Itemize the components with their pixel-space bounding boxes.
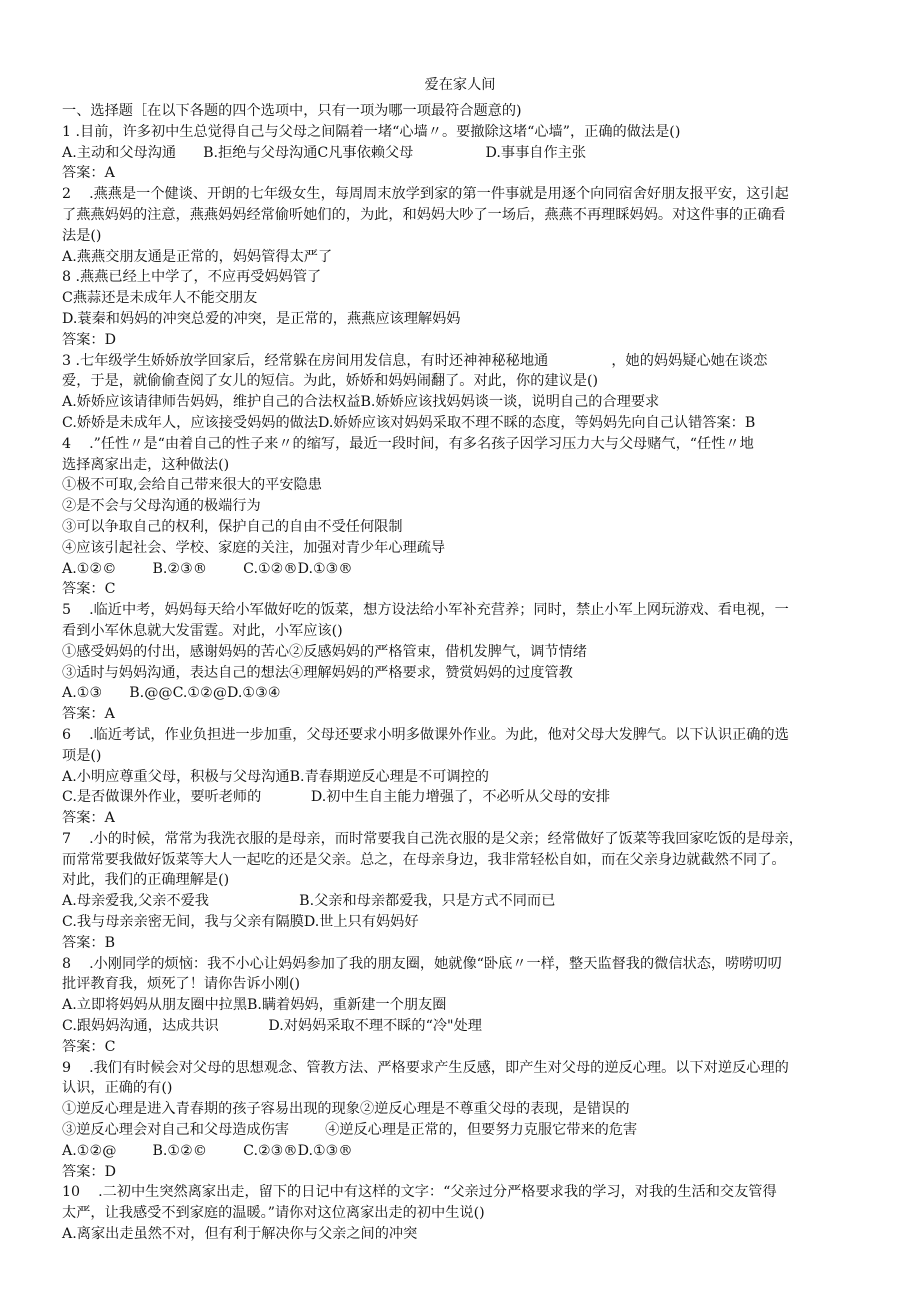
statement-line: ①感受妈妈的付出，感谢妈妈的苦心②反感妈妈的严格管束，借机发脾气，调节情绪: [62, 643, 587, 660]
text-line: 而常常要我做好饭菜等大人一起吃的还是父亲。总之，在母亲身边，我非常轻松自如，而在父亲身边就截然不同了。: [62, 851, 786, 868]
text-line: 一、选择题［在以下各题的四个选项中，只有一项为哪一项最符合题意的): [62, 103, 522, 119]
question-line: 10 .二初中生突然离家出走，留下的日记中有这样的文字：“父亲过分严格要求我的学习，对我的生活和交友管得: [62, 1184, 777, 1201]
text-line: 太严，让我感受不到家庭的温暖。”请你对这位离家出走的初中生说(): [62, 1205, 485, 1222]
statement-line: ②是不会与父母沟通的极端行为: [62, 498, 261, 515]
statement-line: ③可以争取自己的权利，保护自己的自由不受任何限制: [62, 518, 403, 535]
option-line: A.①③ B.@@C.①②@D.①③④: [62, 685, 281, 702]
text-line: 看到小军休息就大发雷霆。对此，小军应该(): [62, 622, 343, 639]
option-line: A.离家出走虽然不对，但有利于解决你与父亲之间的冲突: [62, 1226, 418, 1243]
statement-line: ③适时与妈妈沟通，表达自己的想法④理解妈妈的严格要求，赞赏妈妈的过度管教: [62, 664, 573, 681]
text-line: 了燕燕妈妈的注意，燕燕妈妈经常偷听她们的，为此，和妈妈大吵了一场后，燕燕不再理睬妈妈。对这件事的正确看: [62, 206, 786, 223]
text-line: 项是(): [62, 747, 102, 764]
question-line: 8 .小刚同学的烦恼：我不小心让妈妈参加了我的朋友圈，她就像“卧底〃一样，整天监督我的微信状态，唠唠叨叨: [62, 955, 782, 972]
answer-line: 答案：B: [62, 934, 115, 951]
option-line: D.蓑秦和妈妈的冲突总爱的冲突，是正常的，燕燕应该理解妈妈: [62, 310, 461, 327]
option-line: A.小明应尊重父母，积极与父母沟通B.青春期逆反心理是不可调控的: [62, 768, 489, 785]
document-title: 爱在家人间: [424, 77, 496, 93]
option-line: C.是否做课外作业，要听老师的 D.初中生自主能力增强了，不必听从父母的安排: [62, 789, 611, 806]
answer-line: 答案：A: [62, 706, 115, 723]
text-line: 对此，我们的正确理解是(): [62, 872, 230, 889]
question-line: 4 .”任性〃是“由着自己的性子来〃的缩写，最近一段时间，有多名孩子因学习压力大与父母赌气，“任性〃地: [62, 435, 754, 452]
option-line: A.主动和父母沟通 B.拒绝与父母沟通C凡事依赖父母 D.事事自作主张: [62, 144, 587, 161]
answer-line: 答案：A: [62, 810, 115, 827]
answer-line: 答案：A: [62, 165, 115, 182]
question-line: 7 .小的时候，常常为我洗衣服的是母亲，而时常要我自己洗衣服的是父亲；经常做好了饭菜等我回家吃饭的是母亲，: [62, 830, 803, 847]
question-line: 8 .燕燕已经上中学了，不应再受妈妈管了: [62, 269, 322, 286]
text-line: 选择离家出走，这种做法(): [62, 456, 230, 473]
statement-line: ③逆反心理会对自己和父母造成伤害 ④逆反心理是正常的，但要努力克服它带来的危害: [62, 1122, 638, 1139]
question-line: 1 .目前，许多初中生总觉得自己与父母之间隔着一堵“心墙〃。要撤除这堵“心墙”，正确的做法是(): [62, 123, 681, 140]
option-line: A.①②@ B.①②© C.②③®D.①③®: [62, 1142, 353, 1159]
option-line: A.娇娇应该请律师告妈妈，维护自己的合法权益B.娇娇应该找妈妈谈一谈，说明自己的合理要求: [62, 394, 660, 411]
text-line: C燕蒜还是未成年人不能交朋友: [62, 290, 258, 307]
text-line: 认识，正确的有(): [62, 1080, 173, 1097]
option-line: C.我与母亲亲密无间，我与父亲有隔膜D.世上只有妈妈好: [62, 914, 419, 931]
answer-line: 答案：D: [62, 1163, 116, 1180]
question-line: 2 .燕燕是一个健谈、开朗的七年级女生，每周周末放学到家的第一件事就是用逐个向同宿舍好朋友报平安，这引起: [62, 186, 789, 203]
option-line: A.燕燕交朋友通是正常的，妈妈管得太严了: [62, 248, 333, 265]
question-line: 6 .临近考试，作业负担进一步加重，父母还要求小明多做课外作业。为此，他对父母大发脾气。以下认识正确的选: [62, 726, 789, 743]
option-line: A.母亲爱我,父亲不爱我 B.父亲和母亲都爱我，只是方式不同而已: [62, 893, 556, 910]
text-line: 批评教育我，烦死了！请你告诉小刚(): [62, 976, 301, 993]
question-line: 9 .我们有时候会对父母的思想观念、管教方法、严格要求产生反感，即产生对父母的逆反心理。以下对逆反心理的: [62, 1059, 789, 1076]
text-line: 爱，于是，就偷偷查阅了女儿的短信。为此，娇娇和妈妈闹翻了。对此，你的建议是(): [62, 373, 599, 390]
text-line: 法是(): [62, 227, 102, 244]
answer-line: 答案：C: [62, 1038, 116, 1055]
statement-line: ④应该引起社会、学校、家庭的关注，加强对青少年心理疏导: [62, 539, 446, 556]
question-line: 5 .临近中考，妈妈每天给小军做好吃的饭菜，想方设法给小军补充营养；同时，禁止小军上网玩游戏、看电视，一: [62, 602, 789, 619]
statement-line: ①逆反心理是进入青春期的孩子容易出现的现象②逆反心理是不尊重父母的表现，是错误的: [62, 1101, 630, 1118]
question-line: 3 .七年级学生娇娇放学回家后，经常躲在房间用发信息，有时还神神秘秘地通 ，她的妈妈疑心她在谈恋: [62, 352, 768, 369]
answer-line: 答案：D: [62, 331, 116, 348]
document-body: [62, 101, 858, 1245]
option-line: A.立即将妈妈从朋友圈中拉黑B.瞒着妈妈，重新建一个朋友圈: [62, 997, 447, 1014]
option-line: C.跟妈妈沟通，达成共识 D.对妈妈采取不理不睬的“冷"处理: [62, 1018, 482, 1035]
answer-line: 答案：C: [62, 581, 116, 598]
option-line: C.娇娇是未成年人，应该接受妈妈的做法D.娇娇应该对妈妈采取不理不睬的态度，等妈妈先向自己认错答案：B: [62, 414, 756, 431]
option-line: A.①②© B.②③® C.①②®D.①③®: [62, 560, 353, 577]
statement-line: ①极不可取,会给自己带来很大的平安隐患: [62, 477, 322, 494]
